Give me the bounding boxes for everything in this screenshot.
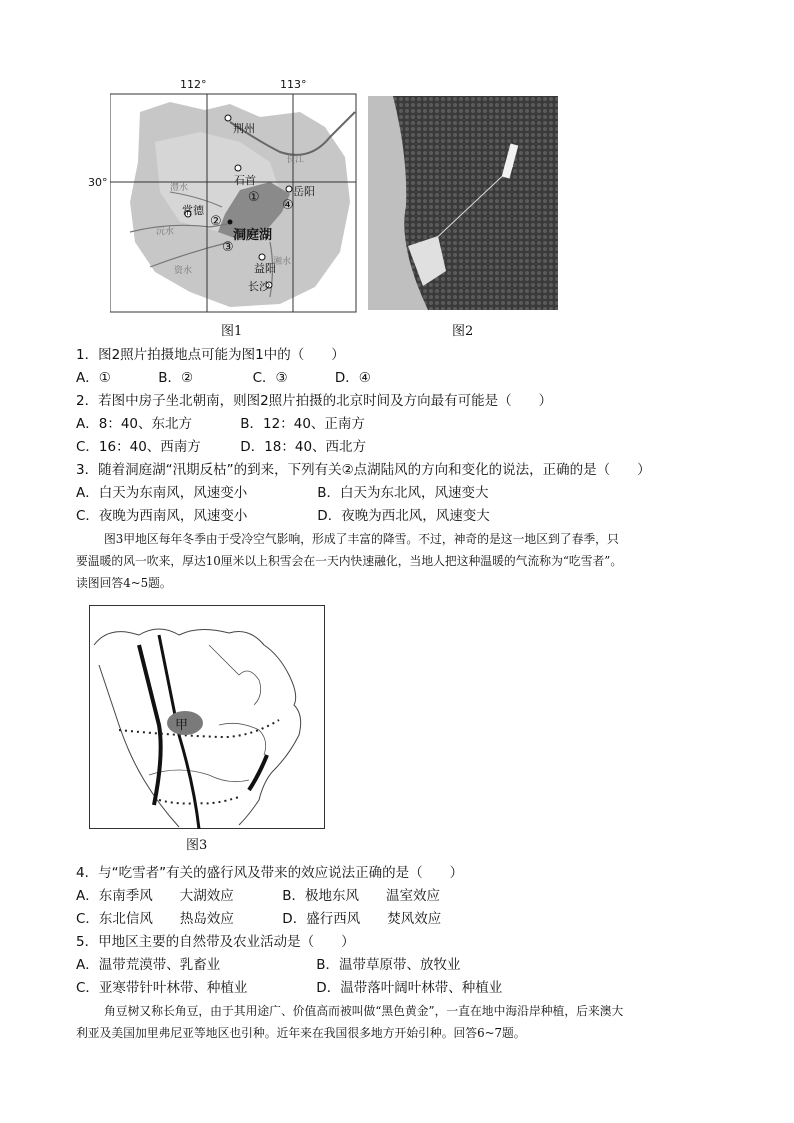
figure-2-photo	[368, 96, 558, 310]
city-changde: 常德	[182, 204, 204, 217]
lon-112-label: 112°	[180, 78, 207, 91]
north-america-map-svg	[89, 605, 325, 829]
q1-option-d[interactable]: D．④	[334, 370, 371, 386]
q4-option-b[interactable]: B．极地东风 温室效应	[282, 888, 441, 904]
aerial-photo-svg	[368, 96, 558, 310]
mark-4: ④	[282, 198, 294, 213]
q3-stem: 3．随着洞庭湖“汛期反枯”的到来，下列有关②点湖陆风的方向和变化的说法，正确的是（ ）	[76, 462, 651, 478]
figure-1-map	[88, 78, 360, 314]
q4-options-row1	[76, 887, 440, 905]
lake-dongting: 洞庭湖	[233, 228, 273, 243]
mark-1: ①	[248, 190, 260, 205]
river-xiangshui: 湘水	[273, 257, 292, 267]
city-yiyang: 益阳	[254, 262, 276, 275]
q4-option-c[interactable]: C．东北信风 热岛效应	[76, 911, 234, 927]
intro-4-5-line3: 读图回答4~5题。	[76, 576, 172, 590]
figure-2-caption: 图2	[452, 324, 474, 339]
mark-3: ③	[222, 240, 234, 255]
q5-option-c[interactable]: C．亚寒带针叶林带、种植业	[76, 980, 248, 996]
q1-option-b[interactable]: B．②	[158, 370, 194, 386]
q2-options-row1	[76, 415, 365, 433]
q1-option-a[interactable]: A．①	[76, 370, 111, 386]
region-jia-label: 甲	[175, 718, 189, 733]
q3-options-row2	[76, 507, 490, 525]
river-zishui: 资水	[174, 266, 193, 276]
q3-option-a[interactable]: A．白天为东南风，风速变小	[76, 485, 248, 501]
river-changjiang: 长江	[286, 155, 305, 165]
q2-option-a[interactable]: A．8：40、东北方	[76, 416, 193, 432]
city-changsha: 长沙	[248, 280, 270, 293]
q3-option-b[interactable]: B．白天为东北风，风速变大	[317, 485, 489, 501]
q1-options	[76, 369, 371, 387]
q4-stem: 4．与“吃雪者”有关的盛行风及带来的效应说法正确的是（ ）	[76, 865, 464, 881]
river-lishui: 澧水	[170, 183, 189, 193]
lat-30-label: 30°	[88, 176, 108, 189]
intro-4-5-line2: 要温暖的风一吹来，厚达10厘米以上积雪会在一天内快速融化，当地人把这种温暖的气流称为“吃雪者”。	[76, 554, 623, 568]
q1-stem: 1．图2照片拍摄地点可能为图1中的（ ）	[76, 347, 345, 363]
intro-4-5-line1: 图3甲地区每年冬季由于受冷空气影响，形成了丰富的降雪。不过，神奇的是这一地区到了春季，只	[104, 532, 619, 546]
city-jingzhou: 荆州	[233, 122, 255, 135]
intro-6-7-line2: 利亚及美国加里弗尼亚等地区也引种。近年来在我国很多地方开始引种。回答6~7题。	[76, 1026, 526, 1040]
lon-113-label: 113°	[280, 78, 307, 91]
q3-option-c[interactable]: C．夜晚为西南风，风速变小	[76, 508, 248, 524]
intro-4-5	[76, 528, 756, 594]
q5-options-row2	[76, 979, 502, 997]
city-yueyang: 岳阳	[293, 185, 315, 198]
q3-option-d[interactable]: D．夜晚为西北风，风速变大	[317, 508, 490, 524]
q5-stem: 5．甲地区主要的自然带及农业活动是（ ）	[76, 934, 355, 950]
q2-stem: 2．若图中房子坐北朝南，则图2照片拍摄的北京时间及方向最有可能是（ ）	[76, 393, 553, 409]
q5-option-b[interactable]: B．温带草原带、放牧业	[316, 957, 461, 973]
mark-2: ②	[210, 214, 222, 229]
q5-option-d[interactable]: D．温带落叶阔叶林带、种植业	[316, 980, 503, 996]
q4-option-d[interactable]: D．盛行西风 焚风效应	[282, 911, 442, 927]
intro-6-7	[76, 1000, 756, 1044]
q2-option-c[interactable]: C．16：40、西南方	[76, 439, 201, 455]
q3-options-row1	[76, 484, 489, 502]
river-yuanshui: 沅水	[156, 227, 175, 237]
dongting-map-svg	[110, 82, 360, 314]
q1-option-c[interactable]: C．③	[252, 370, 288, 386]
q4-option-a[interactable]: A．东南季风 大湖效应	[76, 888, 234, 904]
city-shishou: 石首	[234, 174, 256, 187]
figure-3-caption: 图3	[186, 838, 208, 853]
figure-1-caption: 图1	[221, 324, 243, 339]
q2-option-d[interactable]: D．18：40、西北方	[240, 439, 367, 455]
intro-6-7-line1: 角豆树又称长角豆，由于其用途广、价值高而被叫做“黑色黄金”，一直在地中海沿岸种植，后来澳大	[104, 1004, 624, 1018]
q5-option-a[interactable]: A．温带荒漠带、乳畜业	[76, 957, 221, 973]
q4-options-row2	[76, 910, 441, 928]
q2-option-b[interactable]: B．12：40、正南方	[240, 416, 365, 432]
q5-options-row1	[76, 956, 461, 974]
figure-3-map	[89, 605, 325, 829]
q2-options-row2	[76, 438, 366, 456]
